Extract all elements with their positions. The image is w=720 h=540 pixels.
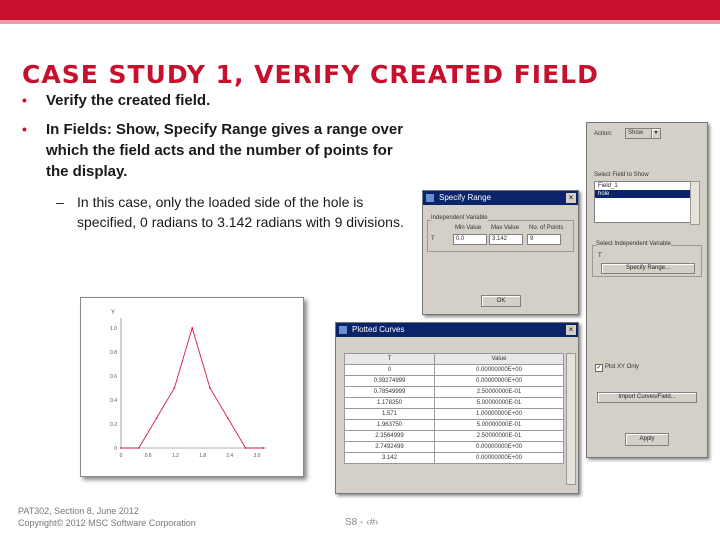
specify-range-button[interactable]: Specify Range...: [601, 263, 695, 274]
slide-title: CASE STUDY 1, VERIFY CREATED FIELD: [22, 60, 599, 89]
x-tick-label: 3.0: [253, 453, 261, 459]
data-point: [245, 447, 247, 449]
table-cell: 0.00000000E+00: [434, 442, 563, 453]
apply-button[interactable]: Apply: [625, 433, 669, 446]
table-cell: 1.178250: [345, 398, 435, 409]
y-tick-label: 0.6: [110, 374, 117, 380]
table-cell: 2.7492499: [345, 442, 435, 453]
table-row[interactable]: [345, 398, 564, 409]
column-header: T: [345, 354, 435, 365]
ok-button[interactable]: OK: [481, 295, 521, 307]
specify-range-dialog: [422, 190, 579, 315]
y-tick-label: 0.4: [110, 398, 117, 404]
min-column-label: Min Value: [455, 225, 482, 231]
table-cell: 3.142: [345, 453, 435, 464]
footer-copyright: Copyright© 2012 MSC Software Corporation: [18, 518, 196, 528]
table-row[interactable]: [345, 376, 564, 387]
footer-course: PAT302, Section 8, June 2012: [18, 506, 139, 516]
dash-icon: –: [56, 194, 64, 210]
field-list[interactable]: [594, 181, 691, 223]
curves-title: Plotted Curves: [352, 325, 405, 334]
table-cell: 5.00000000E-01: [434, 398, 563, 409]
header-divider: [0, 20, 720, 24]
page-number: S8 - ‹#›: [345, 517, 379, 528]
dialog-title: Specify Range: [439, 193, 492, 202]
bullet-text: Verify the created field.: [46, 92, 211, 109]
table-row[interactable]: [345, 442, 564, 453]
close-icon[interactable]: ×: [566, 193, 576, 203]
table-row[interactable]: [345, 420, 564, 431]
footer: [18, 505, 196, 529]
table-cell: 1.571: [345, 409, 435, 420]
xy-plot-window: [80, 297, 304, 477]
data-point: [209, 387, 211, 389]
app-icon: [426, 194, 434, 202]
table-row[interactable]: [345, 387, 564, 398]
table-cell: 0: [345, 365, 435, 376]
column-header: Value: [434, 354, 563, 365]
table-row[interactable]: [345, 453, 564, 464]
table-cell: 0.78549999: [345, 387, 435, 398]
table-cell: 2.50000000E-01: [434, 431, 563, 442]
x-tick-label: 1.2: [171, 453, 179, 459]
data-point: [138, 447, 140, 449]
table-cell: 0.00000000E+00: [434, 365, 563, 376]
y-tick-label: 0: [114, 446, 117, 452]
dialog-title-bar: [423, 191, 578, 205]
list-item[interactable]: Field_1: [598, 183, 618, 189]
table-cell: 0.39274999: [345, 376, 435, 387]
table-scrollbar[interactable]: [566, 353, 576, 485]
import-button[interactable]: Import Curves/Field...: [597, 392, 697, 403]
y-tick-label: 0.8: [110, 350, 117, 356]
plot-xy-checkbox[interactable]: ✓: [596, 365, 602, 371]
table-cell: 1.963750: [345, 420, 435, 431]
checkbox-label: Plot XY Only: [605, 364, 639, 370]
table-cell: 5.00000000E-01: [434, 420, 563, 431]
data-point: [262, 447, 264, 449]
plotted-curves-window: [335, 322, 579, 494]
data-point: [173, 387, 175, 389]
data-point: [120, 447, 122, 449]
table-header-row: [345, 354, 564, 365]
bullet-item: [22, 119, 407, 182]
data-point: [227, 417, 229, 419]
table-row[interactable]: [345, 409, 564, 420]
indep-label: Select Independent Variable: [596, 241, 671, 247]
x-tick-label: 0.6: [144, 453, 152, 459]
y-tick-label: 0.2: [110, 422, 117, 428]
close-icon[interactable]: ×: [566, 325, 576, 335]
bullet-icon: •: [22, 121, 27, 137]
y-axis-label: Y: [111, 310, 116, 316]
xy-plot: [81, 298, 303, 476]
bullet-item: [22, 90, 407, 111]
sub-bullet-item: [22, 192, 407, 232]
range-group-label: Independent Variable: [431, 215, 488, 221]
table-row[interactable]: [345, 365, 564, 376]
variable-name: T: [431, 236, 435, 242]
fields-panel: [586, 122, 708, 458]
table-row[interactable]: [345, 431, 564, 442]
points-field[interactable]: 9: [527, 234, 561, 245]
data-points: [120, 327, 264, 449]
max-value-field[interactable]: 3.142: [489, 234, 523, 245]
x-ticks: [120, 453, 261, 459]
points-column-label: No. of Points: [529, 225, 564, 231]
data-point: [156, 417, 158, 419]
list-scrollbar[interactable]: [690, 181, 700, 225]
table-cell: 0.00000000E+00: [434, 376, 563, 387]
data-point: [191, 327, 193, 329]
x-tick-label: 0: [119, 453, 123, 459]
action-label: Action:: [594, 131, 613, 137]
data-table: [344, 353, 564, 464]
max-column-label: Max Value: [491, 225, 519, 231]
table-cell: 2.3564999: [345, 431, 435, 442]
indep-value: T: [598, 253, 602, 259]
series-line: [121, 328, 263, 448]
list-item-selected[interactable]: hole: [595, 190, 690, 198]
table-cell: 0.00000000E+00: [434, 453, 563, 464]
action-select[interactable]: Show: [625, 128, 655, 139]
bullet-icon: •: [22, 92, 27, 108]
y-tick-label: 1.0: [110, 326, 117, 332]
x-tick-label: 2.4: [226, 453, 234, 459]
chevron-down-icon[interactable]: ▾: [651, 128, 661, 139]
bullet-list: [22, 90, 407, 232]
app-icon: [339, 326, 347, 334]
x-tick-label: 1.8: [199, 453, 207, 459]
bullet-text: In Fields: Show, Specify Range gives a range over which the field acts and the number of points for the display.: [46, 121, 404, 180]
header-bar: [0, 0, 720, 20]
curves-title-bar: [336, 323, 578, 337]
table-cell: 1.00000000E+00: [434, 409, 563, 420]
sub-bullet-text: In this case, only the loaded side of the hole is specified, 0 radians to 3.142 radians with 9 divisions.: [77, 194, 404, 230]
table-cell: 2.50000000E-01: [434, 387, 563, 398]
y-ticks: [110, 326, 117, 452]
field-list-label: Select Field to Show: [594, 172, 649, 178]
min-value-field[interactable]: 0.0: [453, 234, 487, 245]
